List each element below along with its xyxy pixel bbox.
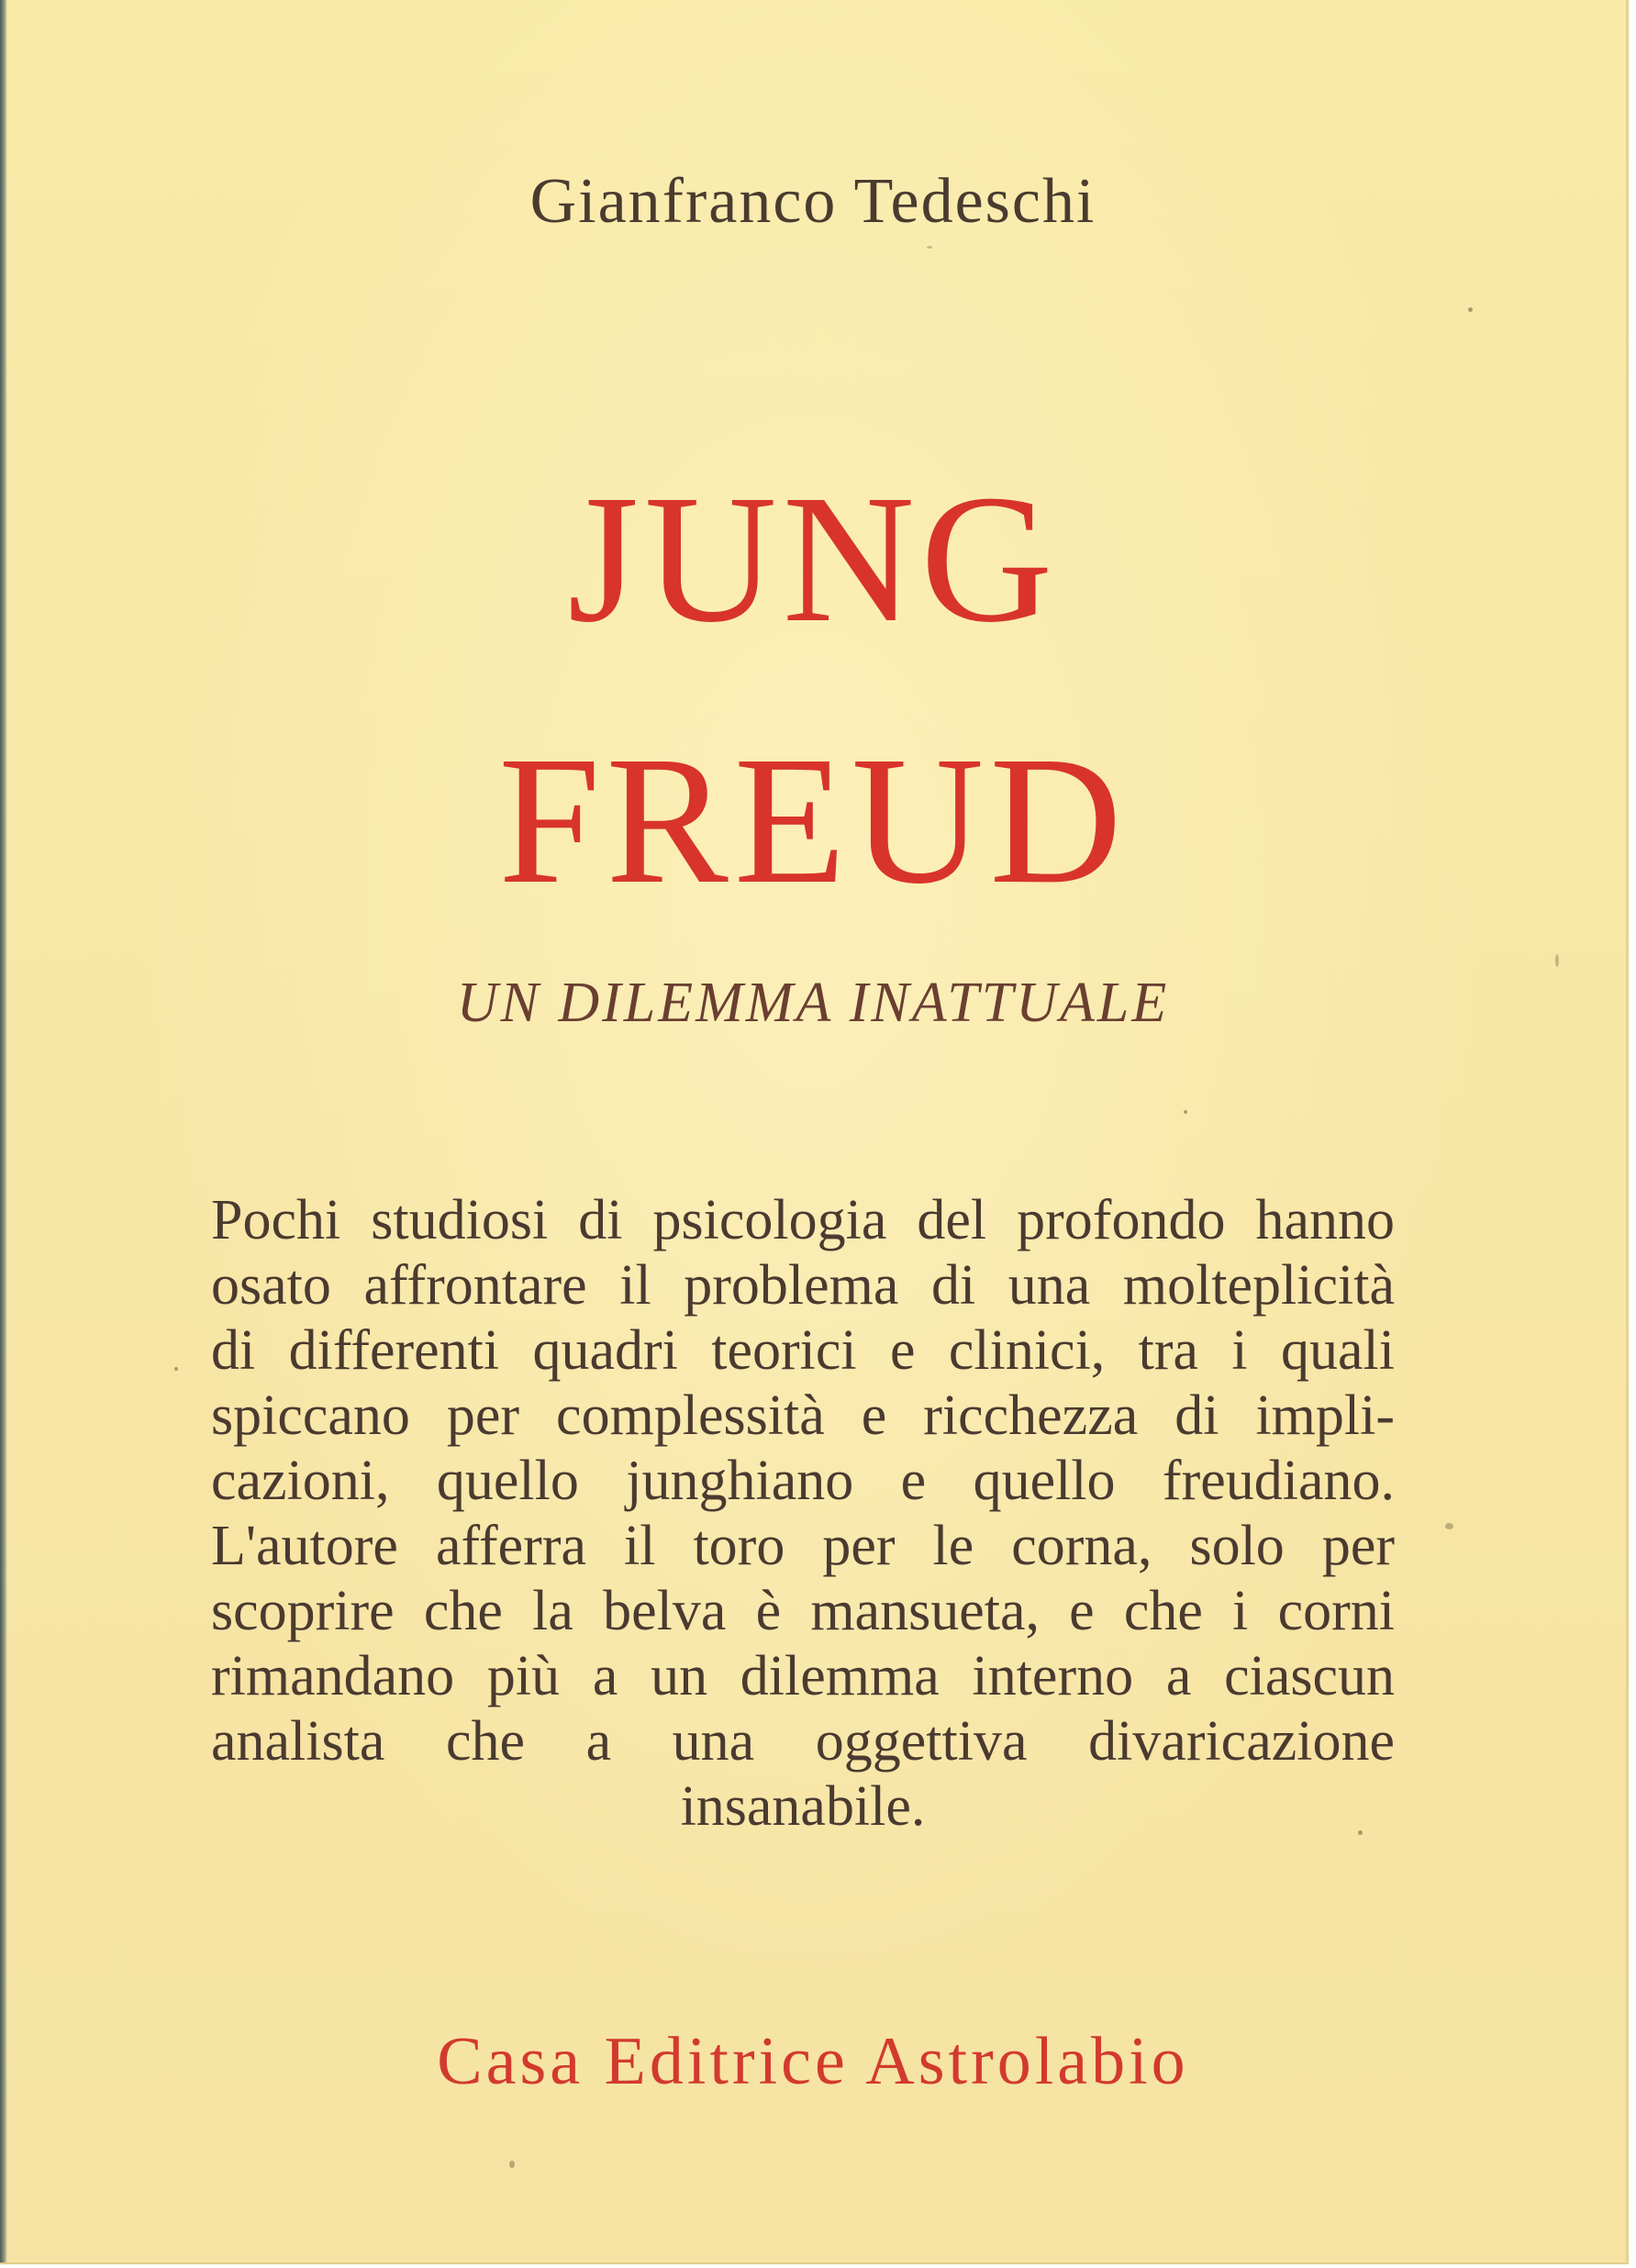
paper-speck <box>1445 1523 1453 1529</box>
title-line-jung: JUNG <box>567 458 1059 661</box>
subtitle: UN DILEMMA INATTUALE <box>456 972 1170 1034</box>
blurb-line: insanabile. <box>680 1775 926 1838</box>
paper-speck <box>1184 1110 1187 1114</box>
author-name: Gianfranco Tedeschi <box>529 166 1096 237</box>
blurb-line: L'autore afferra il toro per le corna, solo per <box>211 1515 1395 1577</box>
blurb-line: Pochi studiosi di psicologia del profondo hanno <box>211 1189 1395 1251</box>
blurb-line: analista che a una oggettiva divaricazione <box>211 1710 1395 1773</box>
paper-speck <box>1358 1830 1363 1835</box>
title-line-freud: FREUD <box>498 719 1128 922</box>
blurb-line: osato affrontare il problema di una molteplicità <box>211 1254 1395 1317</box>
blurb-line: spiccano per complessità e ricchezza di impli- <box>211 1384 1395 1447</box>
paper-speck <box>509 2161 515 2168</box>
paper-speck <box>174 1367 178 1371</box>
publisher-name: Casa Editrice Astrolabio <box>437 2024 1189 2099</box>
blurb-line: cazioni, quello junghiano e quello freudiano. <box>211 1450 1395 1512</box>
paper-speck <box>927 246 932 249</box>
spine-edge <box>0 0 7 2262</box>
blurb-line: rimandano più a un dilemma interno a ciascun <box>211 1645 1395 1707</box>
paper-speck <box>1555 954 1559 967</box>
blurb-paragraph <box>211 1188 1395 1840</box>
blurb-line: di differenti quadri teorici e clinici, tra i quali <box>211 1319 1395 1382</box>
blurb-line: scoprire che la belva è mansueta, e che i corni <box>211 1580 1395 1642</box>
paper-speck <box>1468 307 1473 312</box>
